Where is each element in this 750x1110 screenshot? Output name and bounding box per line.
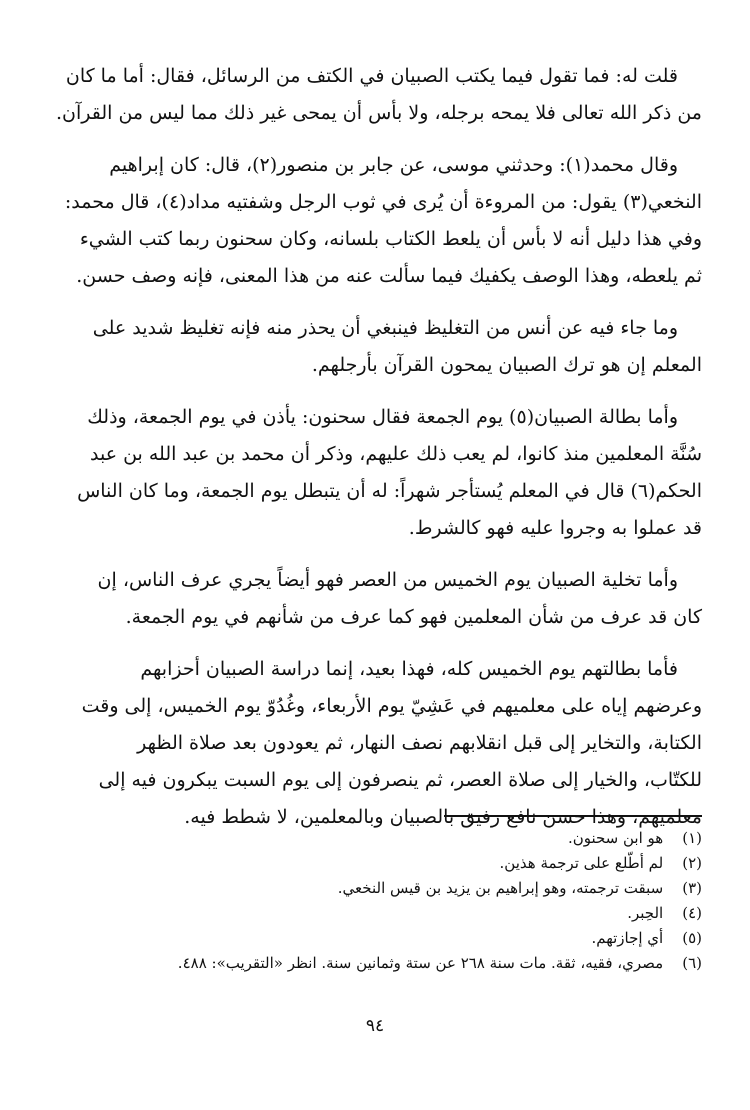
text-line: الحكم(٦) قال في المعلم يُستأجر شهراً: له أن يتبطل يوم الجمعة، وما كان الناس (77, 480, 702, 502)
footnote-3 (42, 876, 702, 901)
text-line: سُنَّة المعلمين منذ كانوا، لم يعب ذلك عليهم، وذكر أن محمد بن عبد الله بن عبد (90, 443, 702, 465)
text-line: وأما تخلية الصبيان يوم الخميس من العصر فهو أيضاً يجري عرف الناس، إن (97, 569, 678, 591)
text-line: وما جاء فيه عن أنس من التغليظ فينبغي أن يحذر منه فإنه تغليظ شديد على (92, 317, 678, 339)
footnote-6 (42, 951, 702, 976)
page-number: ٩٤ (365, 1016, 385, 1036)
footnote-1 (42, 826, 702, 851)
text-line: النخعي(٣) يقول: من المروءة أن يُرى في ثوب الرجل وشفتيه مداد(٤)، قال محمد: (64, 191, 702, 213)
text-line: وأما بطالة الصبيان(٥) يوم الجمعة فقال سحنون: يأذن في يوم الجمعة، وذلك (87, 406, 678, 428)
main-text (42, 58, 702, 851)
footnote-5 (42, 926, 702, 951)
footnote-text: سبقت ترجمته، وهو إبراهيم بن يزيد بن قيس النخعي. (337, 879, 664, 897)
footnote-number: (٦) (682, 954, 702, 972)
text-line: وقال محمد(١): وحدثني موسى، عن جابر بن منصور(٢)، قال: كان إبراهيم (109, 154, 678, 176)
footnote-number: (١) (682, 829, 702, 847)
text-line: قد عملوا به وجروا عليه فهو كالشرط. (408, 517, 702, 539)
footnote-number: (٤) (682, 904, 702, 922)
paragraph-2 (42, 147, 702, 295)
text-line: الكتابة، والتخاير إلى قبل انقلابهم نصف النهار، ثم يعودون بعد صلاة الظهر (137, 732, 702, 754)
text-line: المعلم إن هو ترك الصبيان يمحون القرآن بأرجلهم. (311, 354, 702, 376)
text-line: ثم يلعطه، وهذا الوصف يكفيك فيما سألت عنه من هذا المعنى، فإنه وصف حسن. (76, 265, 702, 287)
footnote-text: أي إجازتهم. (591, 929, 664, 947)
paragraph-5 (42, 562, 702, 636)
paragraph-3 (42, 310, 702, 384)
text-line: كان قد عرف من شأن المعلمين فهو كما عرف من شأنهم في يوم الجمعة. (125, 606, 702, 628)
footnote-4 (42, 901, 702, 926)
paragraph-4 (42, 399, 702, 547)
footnote-text: لم أطّلع على ترجمة هذين. (499, 854, 664, 872)
footnote-number: (٥) (682, 929, 702, 947)
text-line: قلت له: فما تقول فيما يكتب الصبيان في الكتف من الرسائل، فقال: أما ما كان (65, 65, 678, 87)
text-line: وعرضهم إياه على معلميهم في عَشِيّ يوم الأربعاء، وغُدُوّ يوم الخميس، إلى وقت (81, 695, 702, 717)
text-line: معلميهم، وهذا حسن نافع رفيق بالصبيان وبالمعلمين، لا شطط فيه. (184, 806, 702, 828)
footnote-number: (٣) (682, 879, 702, 897)
footnote-divider (444, 815, 702, 817)
paragraph-6 (42, 651, 702, 836)
footnote-text: هو ابن سحنون. (567, 829, 664, 847)
text-line: من ذكر الله تعالى فلا يمحه برجله، ولا بأس أن يمحى غير ذلك مما ليس من القرآن. (55, 102, 702, 124)
footnote-2 (42, 851, 702, 876)
footnotes (42, 826, 702, 976)
footnote-text: مصري، فقيه، ثقة. مات سنة ٢٦٨ عن ستة وثمانين سنة. انظر «التقريب»: ٤٨٨. (177, 954, 664, 972)
text-line: فأما بطالتهم يوم الخميس كله، فهذا بعيد، إنما دراسة الصبيان أحزابهم (140, 658, 678, 680)
paragraph-1 (42, 58, 702, 132)
text-line: للكتّاب، والخيار إلى صلاة العصر، ثم ينصرفون إلى يوم السبت يبكرون فيه إلى (98, 769, 702, 791)
footnote-text: الحِبر. (627, 904, 664, 922)
footnote-number: (٢) (682, 854, 702, 872)
text-line: وفي هذا دليل أنه لا بأس أن يلعط الكتاب بلسانه، وكان سحنون ربما كتب الشيء (79, 228, 702, 250)
